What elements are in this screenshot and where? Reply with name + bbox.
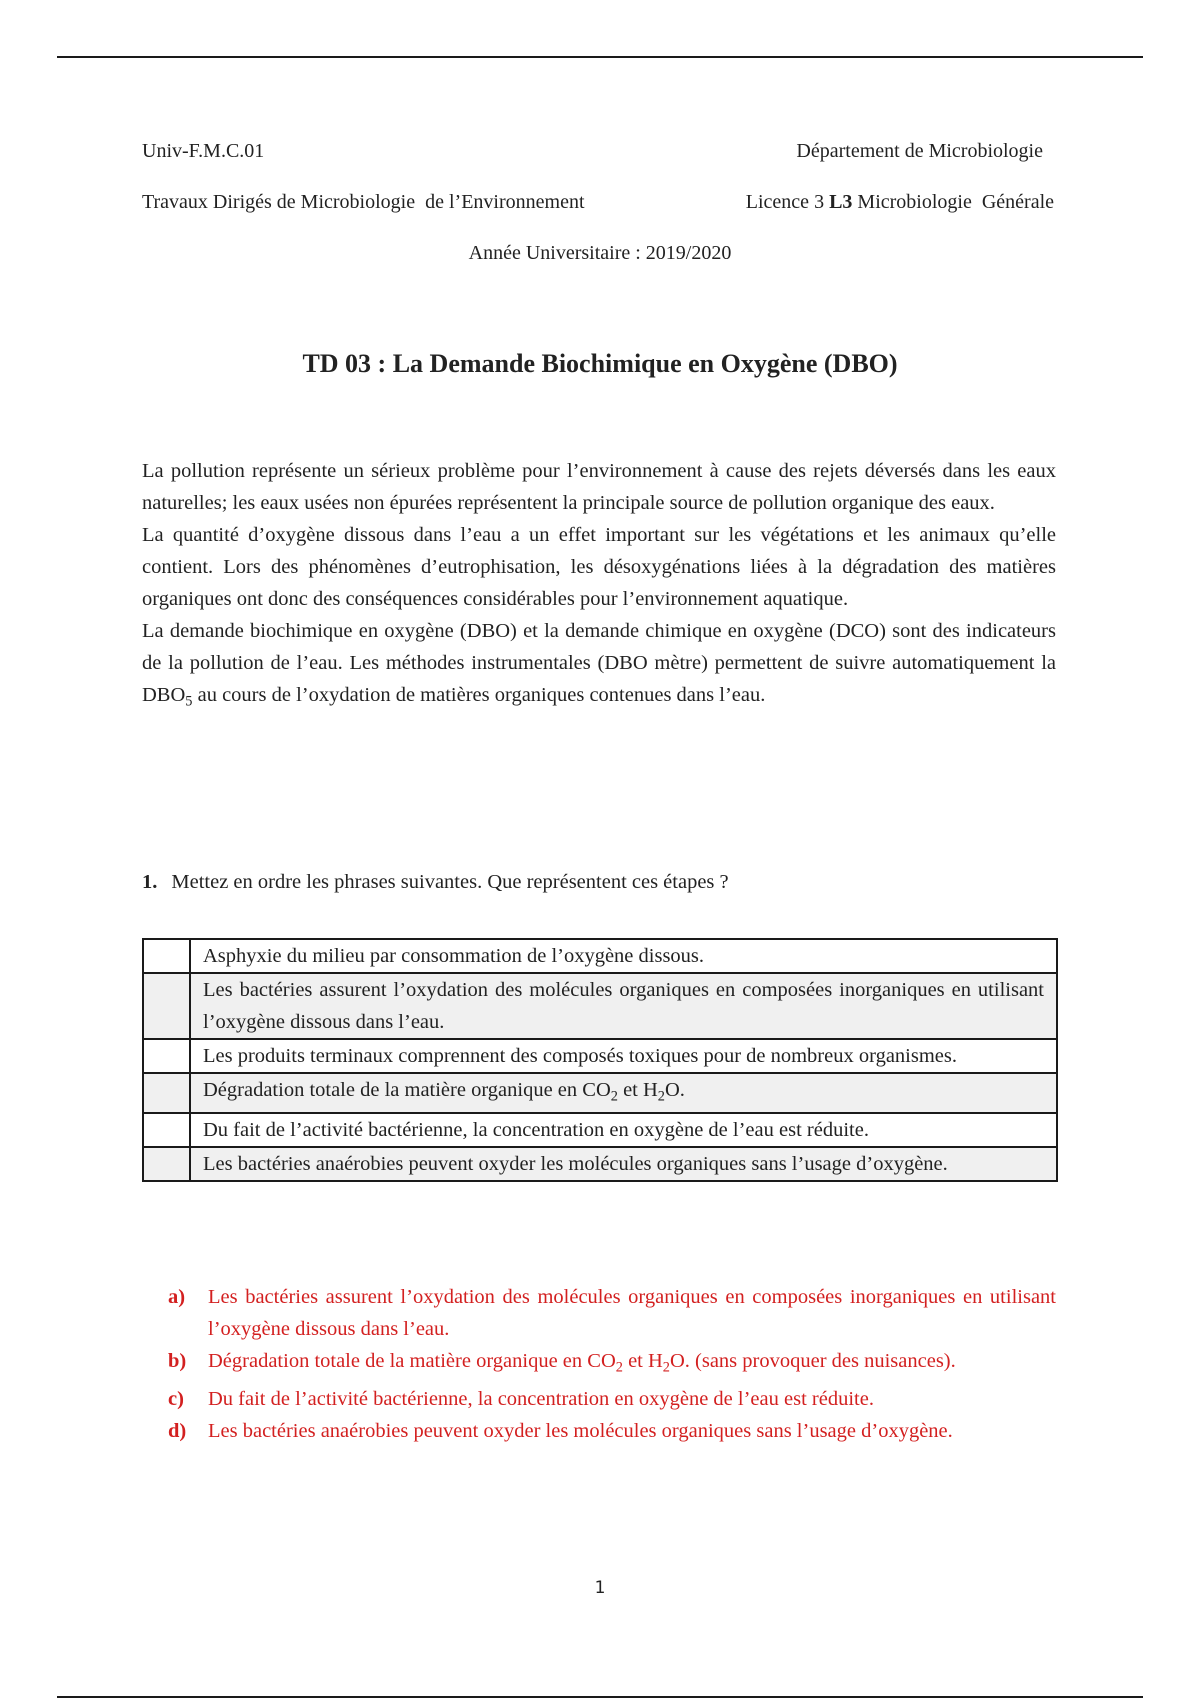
- answer-list: [168, 1281, 1056, 1447]
- bottom-rule: [57, 1696, 1143, 1698]
- intro-text: [142, 455, 1056, 717]
- answer-letter: c): [168, 1388, 184, 1411]
- answer-text: Les bactéries anaérobies peuvent oxyder les molécules organiques sans l’usage d’oxygène.: [208, 1420, 953, 1443]
- list-item: [168, 1383, 1056, 1415]
- course-name: Travaux Dirigés de Microbiologie de l’Environnement: [142, 191, 585, 213]
- order-cell: [143, 973, 190, 1039]
- question-1: [142, 871, 729, 894]
- order-cell: [143, 1039, 190, 1073]
- answer-letter: a): [168, 1286, 186, 1308]
- table-row: [143, 1073, 1057, 1113]
- step-text: Les bactéries anaérobies peuvent oxyder les molécules organiques sans l’usage d’oxygène.: [190, 1147, 1057, 1181]
- step-text: Dégradation totale de la matière organique en $CO_2$ et $H_2O$.: [190, 1073, 1057, 1113]
- intro-paragraph-2: La quantité d’oxygène dissous dans l’eau a un effet important sur les végétations et les animaux qu’elle contient. Lors des phénomènes d’eutrophisation, les désoxygénations liées à la dégradation des matières organiques ont donc des conséquences considérables pour l’environnement aquatique.: [142, 524, 1056, 610]
- university-code: Univ-F.M.C.01: [142, 140, 265, 162]
- licence-level: Licence 3 L3 Microbiologie Générale: [745, 191, 1054, 213]
- answer-text: Dégradation totale de la matière organique en $CO_2$ et $H_2O$. (sans provoquer des nuisances).: [208, 1350, 956, 1376]
- table-row: [143, 1113, 1057, 1147]
- list-item: [168, 1415, 1056, 1447]
- order-cell: [143, 1073, 190, 1113]
- step-text: Les produits terminaux comprennent des composés toxiques pour de nombreux organismes.: [190, 1039, 1057, 1073]
- question-text: Mettez en ordre les phrases suivantes. Que représentent ces étapes ?: [171, 871, 729, 893]
- answer-letter: d): [168, 1420, 187, 1443]
- question-number: 1.: [142, 871, 158, 893]
- table-row: [143, 1147, 1057, 1181]
- list-item: [168, 1345, 1056, 1383]
- table-row: [143, 939, 1057, 973]
- order-cell: [143, 1147, 190, 1181]
- page-number: 1: [594, 1578, 606, 1598]
- answer-text: Du fait de l’activité bactérienne, la concentration en oxygène de l’eau est réduite.: [208, 1388, 874, 1411]
- department-name: Département de Microbiologie: [796, 140, 1043, 162]
- table-row: [143, 973, 1057, 1039]
- top-rule: [57, 56, 1143, 58]
- step-text: Du fait de l’activité bactérienne, la concentration en oxygène de l’eau est réduite.: [190, 1113, 1057, 1147]
- step-text: Asphyxie du milieu par consommation de l’oxygène dissous.: [190, 939, 1057, 973]
- table-row: [143, 1039, 1057, 1073]
- page-title: TD 03 : La Demande Biochimique en Oxygène (DBO): [302, 349, 898, 378]
- answer-text: Les bactéries assurent l’oxydation des molécules organiques en composées inorganiques en utilisant l’oxygène dissous dans l’eau.: [208, 1286, 1056, 1340]
- list-item: [168, 1281, 1056, 1345]
- academic-year: Année Universitaire : 2019/2020: [468, 242, 732, 264]
- order-cell: [143, 1113, 190, 1147]
- intro-paragraph-3: La demande biochimique en oxygène (DBO) et la demande chimique en oxygène (DCO) sont des indicateurs de la pollution de l’eau. Les méthodes instrumentales (DBO mètre) permettent de suivre automatiquement la $DBO_5$ au cours de l’oxydation de matières organiques contenues dans l’eau.: [142, 620, 1056, 710]
- answer-letter: b): [168, 1350, 187, 1372]
- step-text: Les bactéries assurent l’oxydation des molécules organiques en composées inorganiques en utilisant l’oxygène dissous dans l’eau.: [190, 973, 1057, 1039]
- intro-paragraph-1: La pollution représente un sérieux problème pour l’environnement à cause des rejets déversés dans les eaux naturelles; les eaux usées non épurées représentent la principale source de pollution organique des eaux.: [142, 460, 1056, 514]
- order-cell: [143, 939, 190, 973]
- steps-table: [142, 938, 1058, 1182]
